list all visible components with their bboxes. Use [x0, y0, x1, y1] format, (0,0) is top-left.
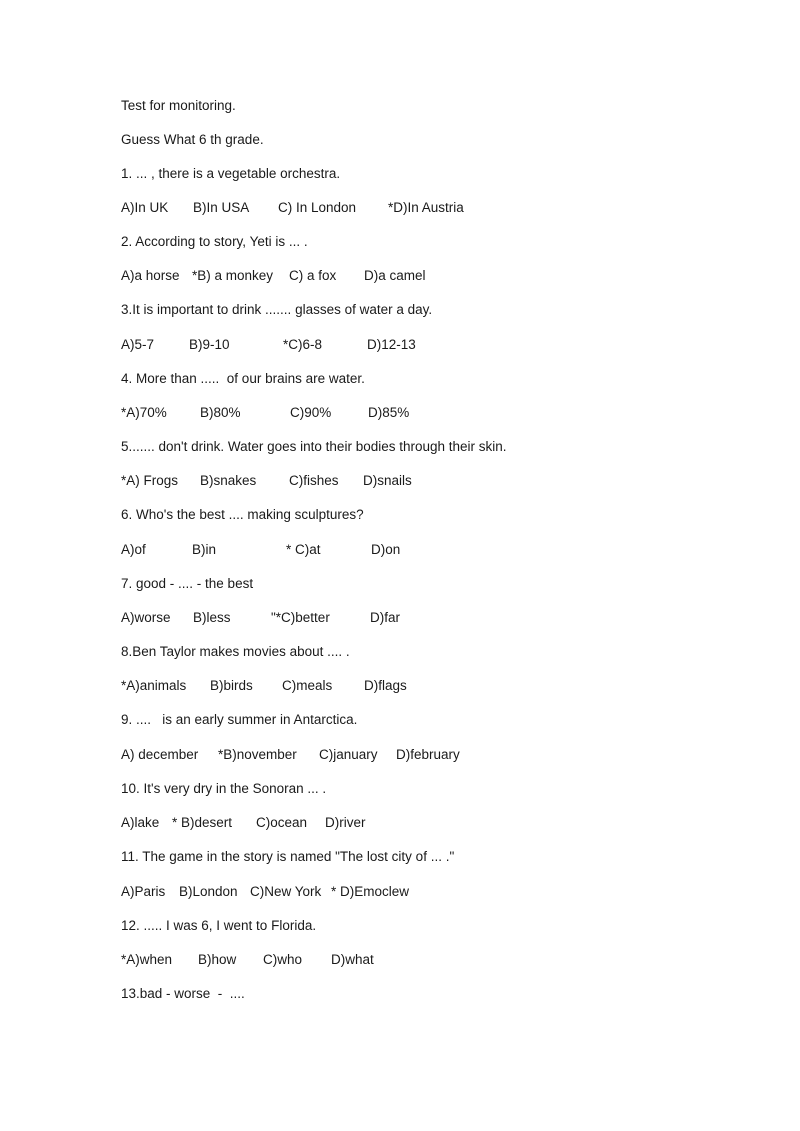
option-b: B)birds	[210, 678, 253, 693]
option-d: D)12-13	[367, 337, 416, 352]
question-1-text: 1. ... , there is a vegetable orchestra.	[121, 166, 341, 181]
option-d: D)flags	[364, 678, 407, 693]
option-d: D)river	[325, 815, 366, 830]
option-c: "*C)better	[271, 610, 330, 625]
option-b: B)80%	[200, 405, 241, 420]
option-b: B)In USA	[193, 200, 250, 215]
option-a: A)of	[121, 542, 146, 557]
question-2-text: 2. According to story, Yeti is ... .	[121, 234, 308, 249]
option-d: D)what	[331, 952, 374, 967]
option-c: * C)at	[286, 542, 321, 557]
option-d: *D)In Austria	[388, 200, 464, 215]
option-d: * D)Emoclew	[331, 884, 410, 899]
option-c: C)90%	[290, 405, 332, 420]
question-10-text: 10. It's very dry in the Sonoran ... .	[121, 781, 327, 796]
option-d: D)a camel	[364, 268, 426, 283]
option-b: *B) a monkey	[192, 268, 274, 283]
option-d: D)far	[370, 610, 400, 625]
option-c: C)meals	[282, 678, 333, 693]
option-d: D)85%	[368, 405, 410, 420]
option-b: B)9-10	[189, 337, 230, 352]
option-a: *A)when	[121, 952, 173, 967]
option-a: *A)70%	[121, 405, 167, 420]
option-b: B)London	[179, 884, 238, 899]
option-c: C) a fox	[289, 268, 337, 283]
option-c: C) In London	[278, 200, 357, 215]
question-3-text: 3.It is important to drink ....... glasses of water a day.	[121, 302, 433, 317]
question-13-text: 13.bad - worse - ....	[121, 986, 245, 1001]
option-d: D)february	[396, 747, 460, 762]
option-c: C)New York	[250, 884, 322, 899]
document-subtitle: Guess What 6 th grade.	[121, 132, 264, 147]
option-d: D)snails	[363, 473, 412, 488]
question-6-text: 6. Who's the best .... making sculptures?	[121, 507, 364, 522]
question-11-text: 11. The game in the story is named "The lost city of ... ."	[121, 849, 455, 864]
option-b: B)in	[192, 542, 217, 557]
option-c: C)ocean	[256, 815, 308, 830]
option-a: A)a horse	[121, 268, 180, 283]
option-a: *A) Frogs	[121, 473, 179, 488]
document-title: Test for monitoring.	[121, 98, 236, 113]
option-a: A)lake	[121, 815, 160, 830]
question-12-text: 12. ..... I was 6, I went to Florida.	[121, 918, 317, 933]
option-c: *C)6-8	[283, 337, 323, 352]
option-a: A) december	[121, 747, 199, 762]
option-a: A)worse	[121, 610, 171, 625]
question-7-text: 7. good - .... - the best	[121, 576, 254, 591]
option-a: *A)animals	[121, 678, 187, 693]
question-9-text: 9. .... is an early summer in Antarctica.	[121, 712, 358, 727]
option-c: C)who	[263, 952, 303, 967]
option-b: B)how	[198, 952, 237, 967]
option-b: * B)desert	[172, 815, 233, 830]
option-b: *B)november	[218, 747, 297, 762]
option-a: A)Paris	[121, 884, 166, 899]
option-a: A)In UK	[121, 200, 169, 215]
option-b: B)less	[193, 610, 231, 625]
question-4-text: 4. More than ..... of our brains are water.	[121, 371, 365, 386]
question-5-text: 5....... don't drink. Water goes into their bodies through their skin.	[121, 439, 507, 454]
option-c: C)fishes	[289, 473, 339, 488]
option-d: D)on	[371, 542, 401, 557]
option-c: C)january	[319, 747, 378, 762]
option-a: A)5-7	[121, 337, 155, 352]
option-b: B)snakes	[200, 473, 257, 488]
question-8-text: 8.Ben Taylor makes movies about .... .	[121, 644, 350, 659]
